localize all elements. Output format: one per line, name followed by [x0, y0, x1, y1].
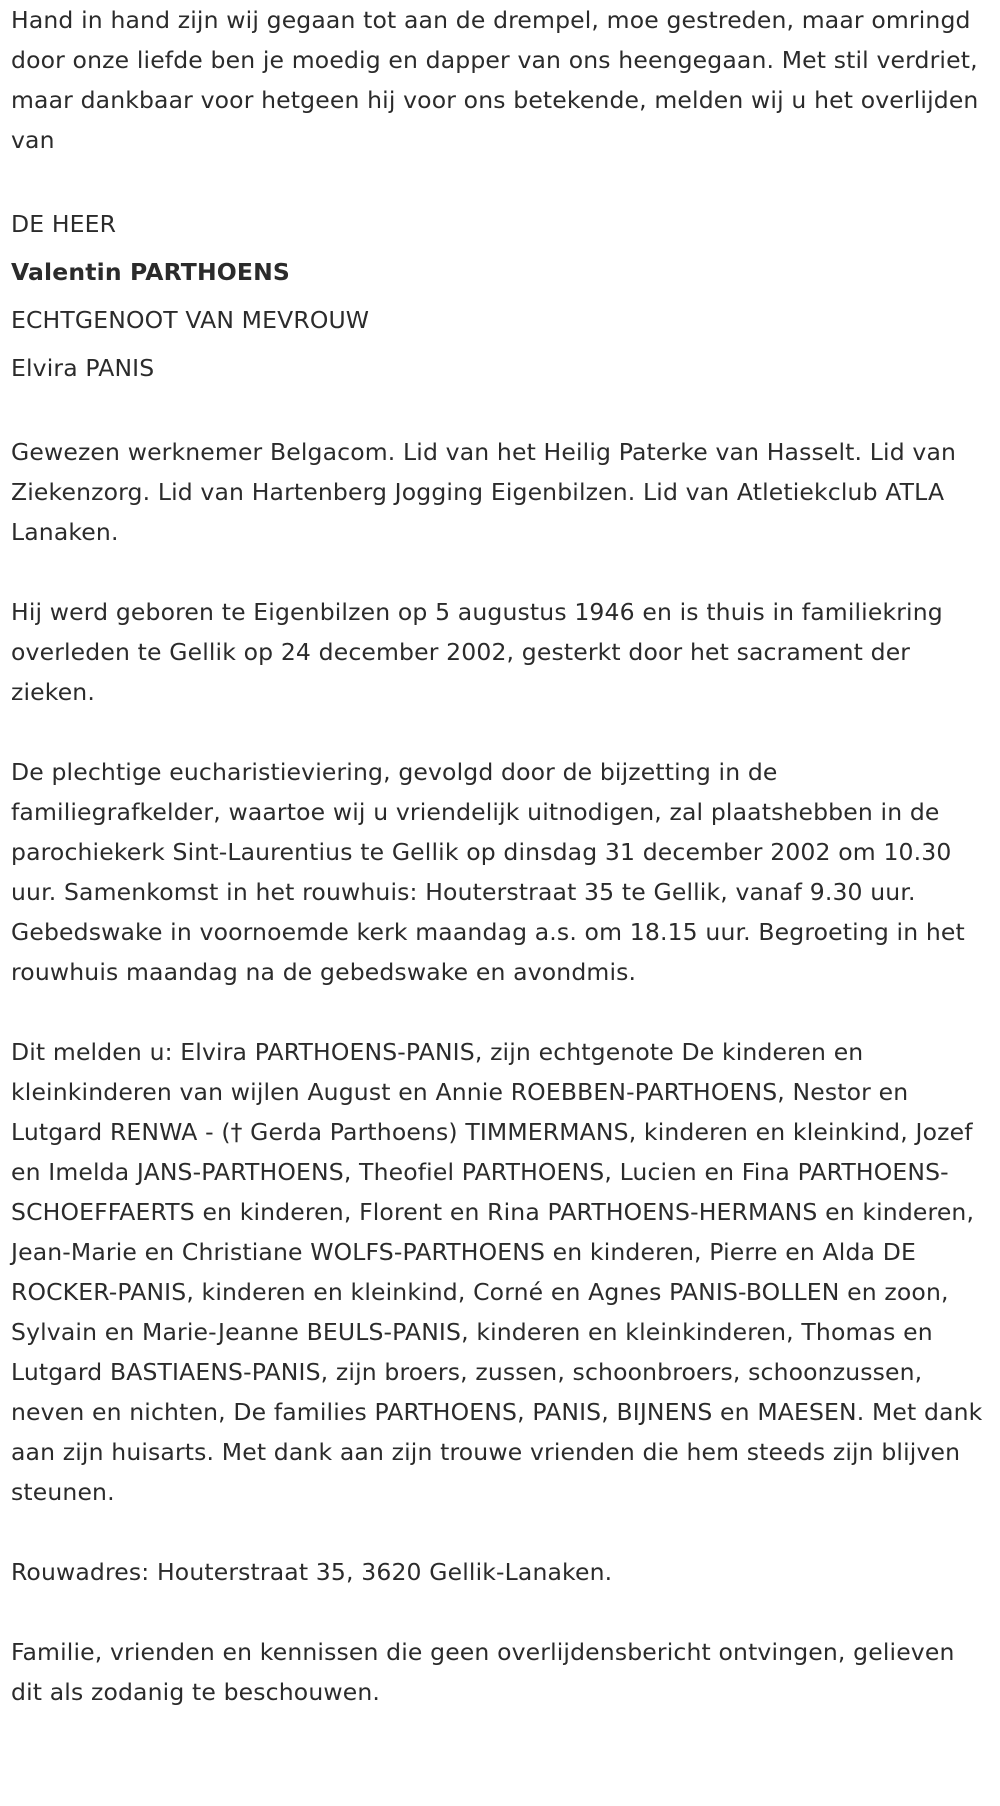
spacer — [11, 160, 988, 200]
intro-paragraph: Hand in hand zijn wij gegaan tot aan de drempel, moe gestreden, maar omringd door onze liefde ben je moedig en dapper van ons heengegaan. Met stil verdriet, maar dankbaar voor hetgeen hij voor ons betekende, melden wij u het overlijden van — [11, 6, 979, 154]
spacer — [11, 992, 988, 1032]
ceremony-paragraph: De plechtige eucharistieviering, gevolgd door de bijzetting in de familiegrafkelder, waartoe wij u vriendelijk uitnodigen, zal plaatshebben in de parochiekerk Sint-Laurentius te Gellik op dinsdag 31 december 2002 om 10.30 uur. Samenkomst in het rouwhuis: Houterstraat 35 te Gellik, vanaf 9.30 uur. Gebedswake in voornoemde kerk maandag a.s. om 18.15 uur. Begroeting in het rouwhuis maandag na de gebedswake en avondmis. — [11, 758, 965, 986]
address-paragraph: Rouwadres: Houterstraat 35, 3620 Gellik-Lanaken. — [11, 1558, 613, 1586]
spouse-label: ECHTGENOOT VAN MEVROUW — [11, 306, 370, 334]
spacer — [11, 552, 988, 592]
deceased-name: Valentin PARTHOENS — [11, 258, 290, 286]
spacer — [11, 1592, 988, 1632]
life-paragraph: Hij werd geboren te Eigenbilzen op 5 augustus 1946 en is thuis in familiekring overleden te Gellik op 24 december 2002, gesterkt door het sacrament der zieken. — [11, 598, 943, 706]
spacer — [11, 392, 988, 432]
spacer — [11, 712, 988, 752]
family-paragraph: Dit melden u: Elvira PARTHOENS-PANIS, zijn echtgenote De kinderen en kleinkinderen van wijlen August en Annie ROEBBEN-PARTHOENS, Nestor en Lutgard RENWA - († Gerda Parthoens) TIMMERMANS, kinderen en kleinkind, Jozef en Imelda JANS-PARTHOENS, Theofiel PARTHOENS, Lucien en Fina PARTHOENS-SCHOEFFAERTS en kinderen, Florent en Rina PARTHOENS-HERMANS en kinderen, Jean-Marie en Christiane WOLFS-PARTHOENS en kinderen, Pierre en Alda DE ROCKER-PANIS, kinderen en kleinkind, Corné en Agnes PANIS-BOLLEN en zoon, Sylvain en Marie-Jeanne BEULS-PANIS, kinderen en kleinkinderen, Thomas en Lutgard BASTIAENS-PANIS, zijn broers, zussen, schoonbroers, schoonzussen, neven en nichten, De families PARTHOENS, PANIS, BIJNENS en MAESEN. Met dank aan zijn huisarts. Met dank aan zijn trouwe vrienden die hem steeds zijn blijven steunen. — [11, 1038, 983, 1506]
deceased-title: DE HEER — [11, 210, 117, 238]
spouse-name: Elvira PANIS — [11, 354, 155, 382]
closing-paragraph: Familie, vrienden en kennissen die geen overlijdensbericht ontvingen, gelieven dit als zodanig te beschouwen. — [11, 1638, 955, 1706]
affiliations-paragraph: Gewezen werknemer Belgacom. Lid van het Heilig Paterke van Hasselt. Lid van Ziekenzorg. Lid van Hartenberg Jogging Eigenbilzen. Lid van Atletiekclub ATLA Lanaken. — [11, 438, 957, 546]
spacer — [11, 1512, 988, 1552]
